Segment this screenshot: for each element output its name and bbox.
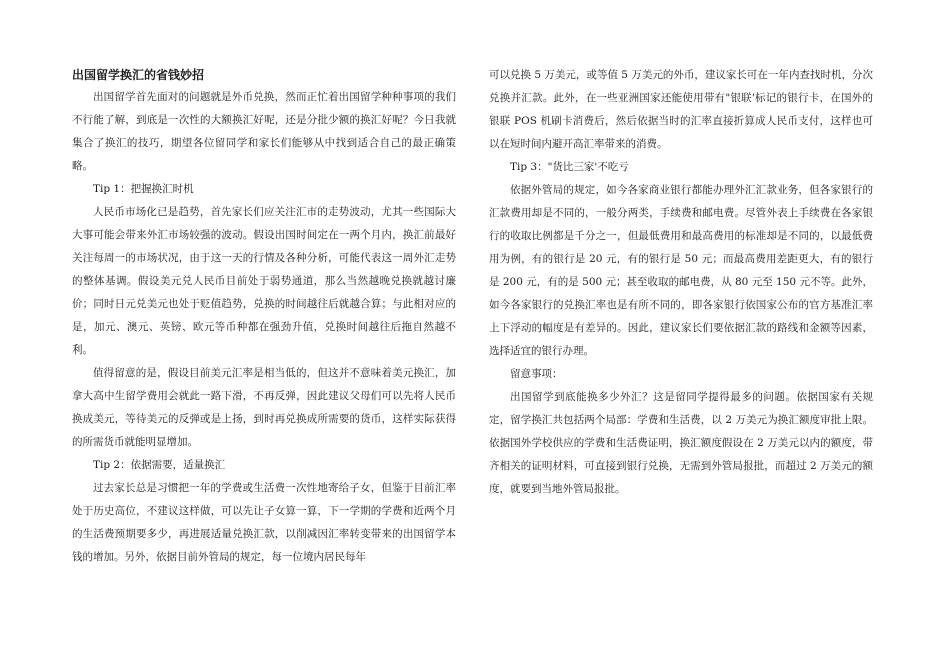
notes-heading: 留意事项： <box>510 368 563 380</box>
tip2-paragraph-1: 过去家长总是习惯把一年的学费或生活费一次性地寄给子女，但鉴于目前汇率处于历史高位，不建议这样做，可以先让子女算一算，下一学期的学费和近两个月的生活费预期要多少，再进展适量兑换汇款，以削减因汇率转变带来的出国留学本钱的增加。另外，依据目前外管局的规定，每一位境内居民每年 <box>72 482 456 563</box>
article-title: 出国留学换汇的省钱妙招 <box>72 68 205 82</box>
tip1-paragraph-2: 值得留意的是，假设目前美元汇率是相当低的，但这并不意味着美元换汇，加拿大高中生留学费用会就此一路下滑，不再反弹，因此建议父母们可以先将人民币换成美元，等待美元的反弹或是上扬，到时再兑换成所需要的货币，这样实际获得的所需货币就能明显增加。 <box>72 367 456 448</box>
notes-paragraph-1: 出国留学到底能换多少外汇？这是留同学提得最多的问题。依据国家有关规定，留学换汇共包括两个局部：学费和生活费，以 2 万美元为换汇额度审批上限。依据国外学校供应的学费和生活费证明，换汇额度假设在 2 万美元以内的额度，带齐相关的证明材料，可直接到银行兑换，无需到外管局报批，而超过 2 万美元的额度，就要到当地外管局报批。 <box>489 391 873 495</box>
tip3-paragraph-1: 依据外管局的规定，如今各家商业银行都能办理外汇汇款业务，但各家银行的汇款费用却是不同的，一般分两类，手续费和邮电费。尽管外表上手续费在各家银行的收取比例都是千分之一，但最低费用和最高费用的标准却是不同的，以最低费用为例，有的银行是 20 元，有的银行是 50 元；而最高费用差距更大，有的银行是 200 元，有的是 500 元；甚至收取的邮电费，从 80 元至 150 元不等。此外，如今各家银行的兑换汇率也是有所不同的，即各家银行依国家公布的官方基准汇率上下浮动的幅度是有差异的。因此，建议家长们要依据汇款的路线和金额等因素，选择适宜的银行办理。 <box>489 184 873 357</box>
tip1-heading: Tip 1：把握换汇时机 <box>93 183 194 195</box>
tip3-heading: Tip 3："货比三家'不吃亏 <box>510 161 629 173</box>
tip2-paragraph-continuation: 可以兑换 5 万美元，或等值 5 万美元的外币，建议家长可在一年内查找时机，分次兑换并汇款。此外，在一些亚洲国家还能使用带有"银联'标记的银行卡，在国外的银联 POS 机刷卡消费后，然后依据当时的汇率直接折算成人民币支付，这样也可以在短时间内避开高汇率带来的消费。 <box>489 69 873 150</box>
intro-paragraph: 出国留学首先面对的问题就是外币兑换，然而正忙着出国留学种种事项的我们不行能了解，到底是一次性的大额换汇好呢，还是分批少额的换汇好呢？今日我就集合了换汇的技巧，期望各位留同学和家长们能够从中找到适合自己的最正确策略。 <box>72 91 456 172</box>
tip2-heading: Tip 2：依据需要，适量换汇 <box>93 459 226 471</box>
left-column <box>72 64 456 569</box>
tip1-paragraph-1: 人民币市场化已是趋势，首先家长们应关注汇市的走势波动，尤其一些国际大大事可能会带来外汇市场较强的波动。假设出国时间定在一两个月内，换汇前最好关注每周一的市场状况，由于这一天的行情及各种分析，可能代表这一周外汇走势的整体基调。假设美元兑人民币目前处于弱势通道，那么当然越晚兑换就越讨廉价；同时日元兑美元也处于贬值趋势，兑换的时间越往后就越合算；与此相对应的是，加元、澳元、英镑、欧元等币种都在强劲升值，兑换时间越往后拖自然越不利。 <box>72 206 456 356</box>
right-column <box>489 64 873 501</box>
